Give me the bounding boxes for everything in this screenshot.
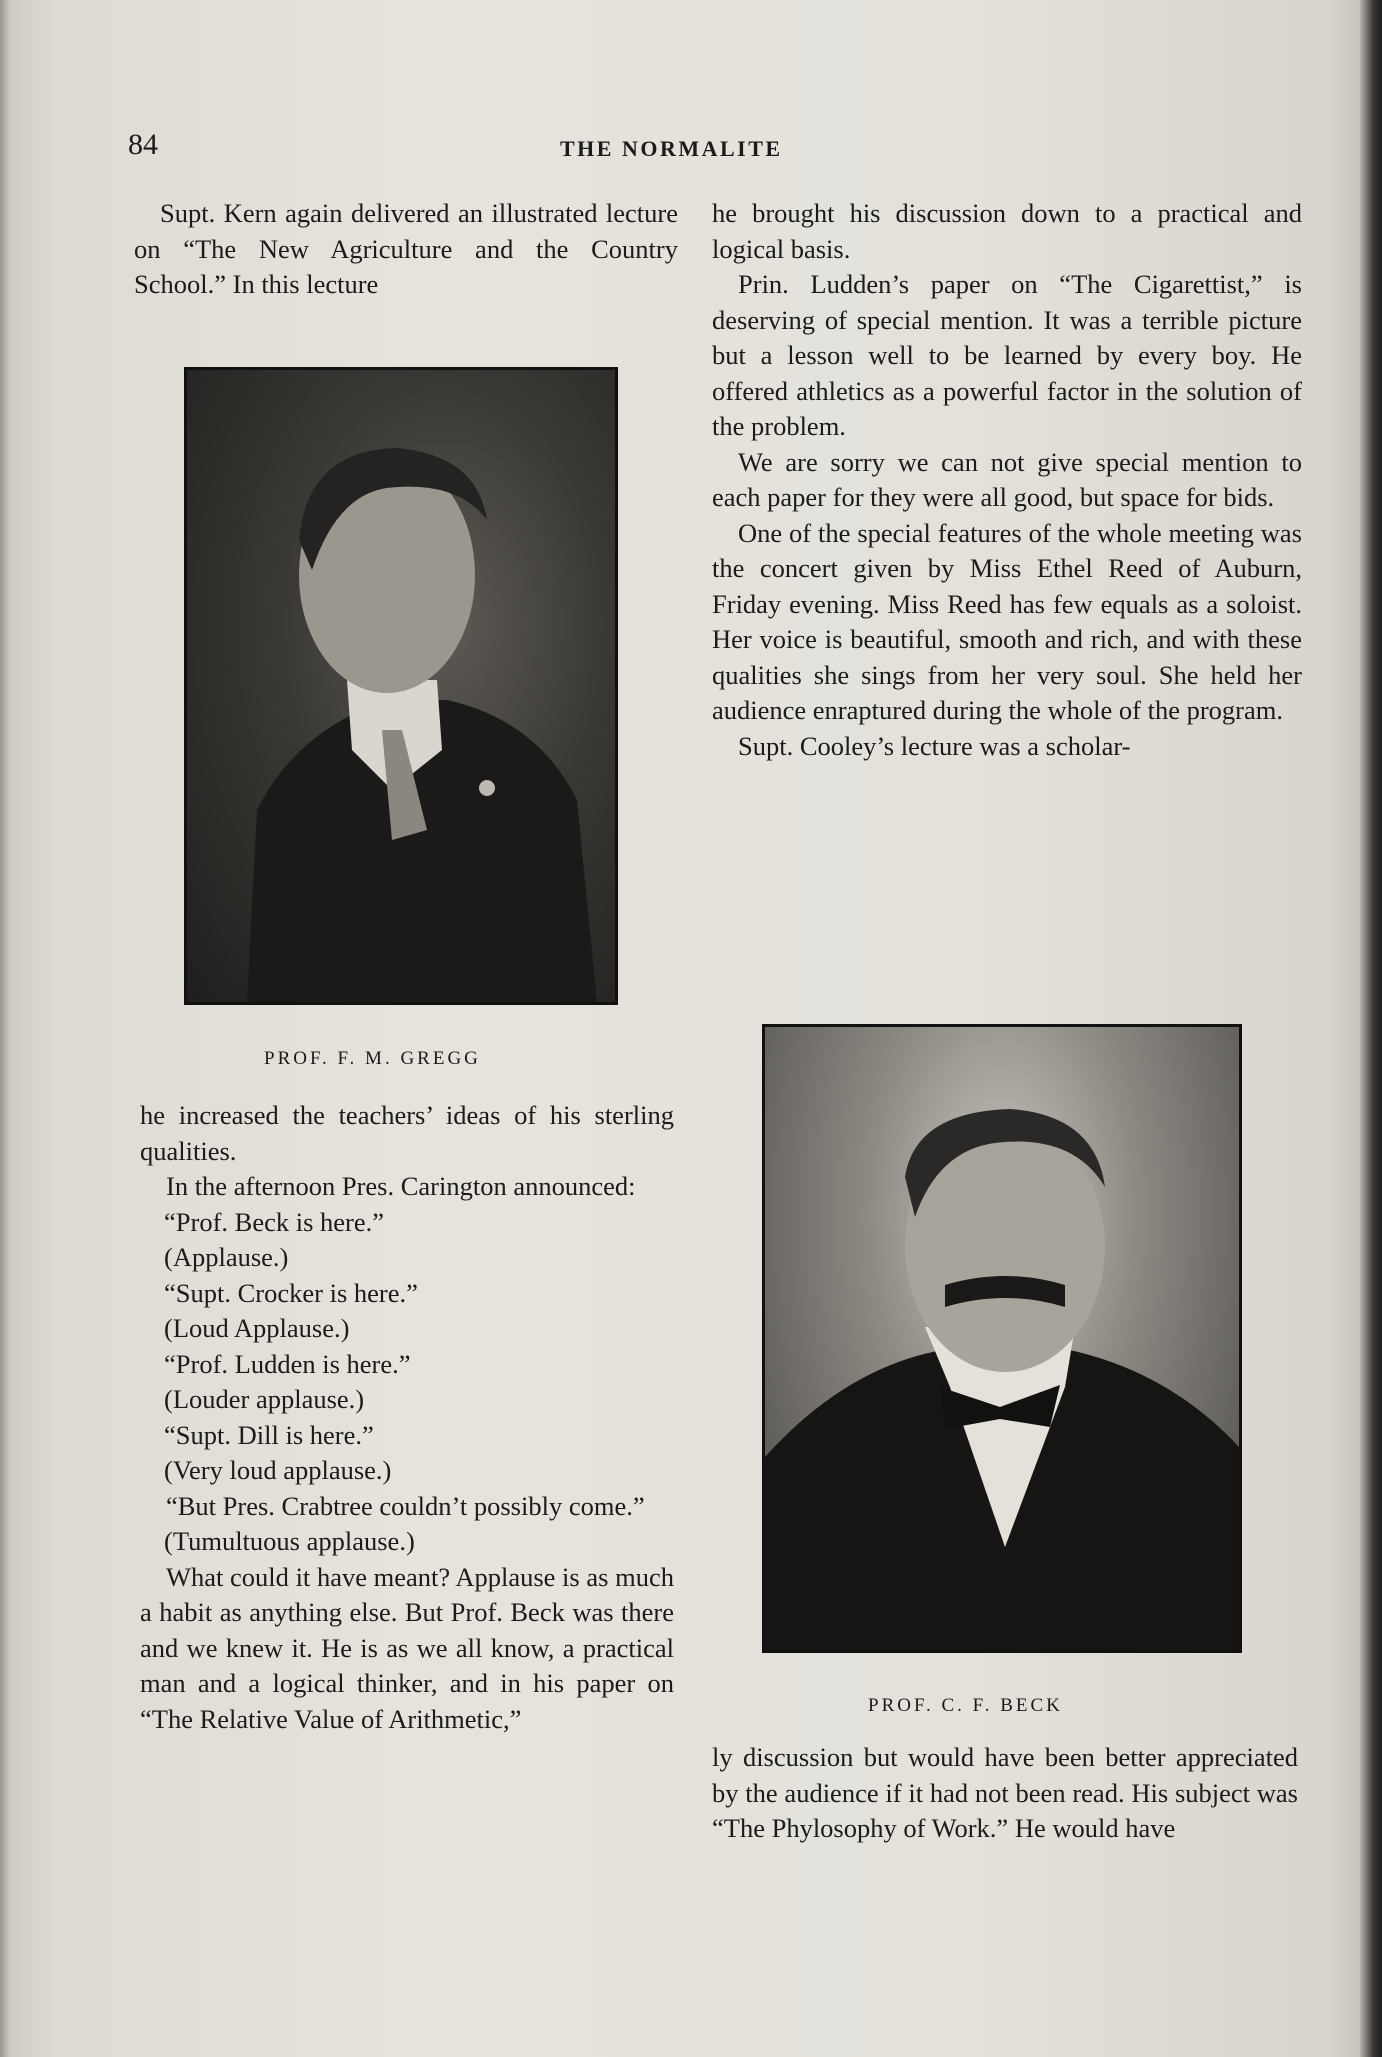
running-head-title: THE NORMALITE (560, 136, 783, 161)
right-column-top-text (712, 196, 1302, 764)
quote-line: “Supt. Crocker is here.” (164, 1277, 418, 1308)
photo-caption-beck: PROF. C. F. BECK (868, 1695, 1063, 1716)
quote-line: (Tumultuous applause.) (164, 1526, 415, 1556)
portrait-beck-illustration (765, 1027, 1239, 1650)
quote-line: (Loud Applause.) (164, 1313, 350, 1343)
paragraph: We are sorry we can not give special mention to each paper for they were all good, but space for bids. (712, 446, 1302, 512)
paragraph: he increased the teachers’ ideas of his sterling qualities. (140, 1100, 674, 1166)
photo-caption-gregg: PROF. F. M. GREGG (264, 1048, 481, 1069)
paragraph: One of the special features of the whole meeting was the concert given by Miss Ethel Reed of Auburn, Friday evening. Miss Reed has few equals as a soloist. Her voice is beautiful, smooth and rich, and with these qualities she sings from her very soul. She held her audience enraptured during the whole of the program. (712, 517, 1302, 725)
quote-line: (Applause.) (164, 1242, 289, 1272)
paragraph: he brought his discussion down to a practical and logical basis. (712, 198, 1302, 264)
quote-line: “But Pres. Crabtree couldn’t possibly come.” (166, 1490, 645, 1521)
left-column-bottom-text (140, 1098, 674, 1737)
page-right-edge-binding (1360, 0, 1382, 2057)
paragraph: Supt. Cooley’s lecture was a scholar- (738, 730, 1131, 761)
quote-line: “Prof. Ludden is here.” (164, 1348, 411, 1379)
paragraph: Supt. Kern again delivered an illustrated lecture on “The New Agriculture and the Country School.” In this lecture (134, 198, 678, 299)
paragraph: ly discussion but would have been better appreciated by the audience if it had not been read. His subject was “The Phylosophy of Work.” He would have (712, 1742, 1298, 1843)
right-column-bottom-text (712, 1740, 1298, 1847)
quote-line: “Supt. Dill is here.” (164, 1419, 374, 1450)
portrait-photo-beck (762, 1024, 1242, 1653)
paragraph: In the afternoon Pres. Carington announced: (166, 1171, 636, 1201)
quote-line: (Very loud applause.) (164, 1455, 392, 1485)
quote-line: “Prof. Beck is here.” (164, 1206, 385, 1237)
page-left-edge-shadow (0, 0, 10, 2057)
portrait-photo-gregg (184, 367, 618, 1005)
portrait-gregg-illustration (187, 370, 615, 1002)
paragraph: Prin. Ludden’s paper on “The Cigarettist,” is deserving of special mention. It was a terrible picture but a lesson well to be learned by every boy. He offered athletics as a powerful factor in the solution of the problem. (712, 269, 1302, 441)
paragraph: What could it have meant? Applause is as much a habit as anything else. But Prof. Beck was there and we knew it. He is as we all know, a practical man and a logical thinker, and in his paper on “The Relative Value of Arithmetic,” (140, 1561, 674, 1734)
page-number: 84 (128, 128, 158, 161)
quote-line: (Louder applause.) (164, 1384, 365, 1414)
left-column-top-text (134, 196, 678, 303)
